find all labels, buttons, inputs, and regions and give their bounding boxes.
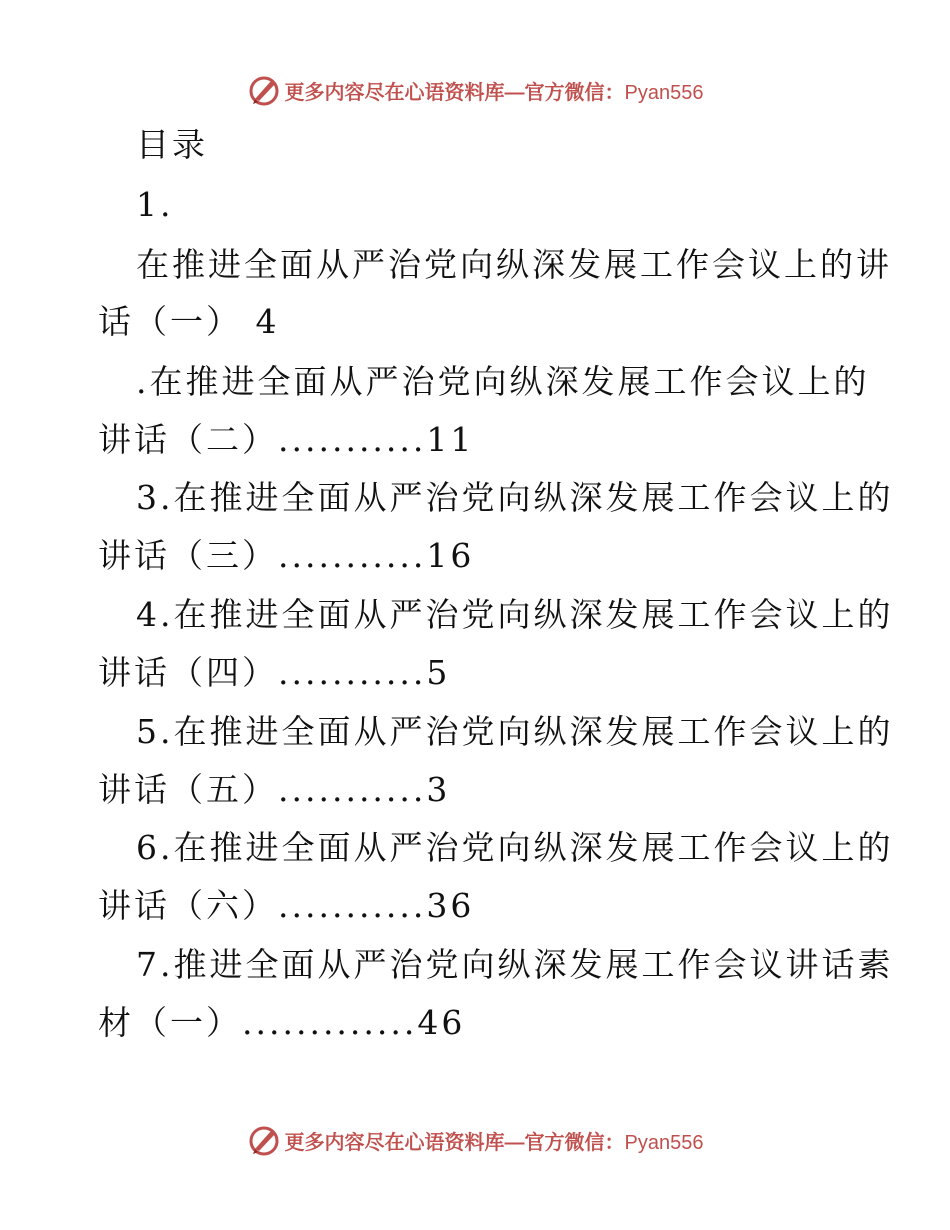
footer-watermark: [0, 1120, 950, 1160]
toc-line: 在推进全面从严治党向纵深发展工作会议上的讲: [136, 245, 892, 284]
toc-line: 话（一） 4: [98, 302, 280, 341]
toc-line: 1.: [136, 185, 174, 224]
toc-line: 3.在推进全面从严治党向纵深发展工作会议上的: [136, 478, 894, 517]
watermark-text: 更多内容尽在心语资料库—官方微信：Pyan556: [284, 81, 704, 104]
toc-line: .在推进全面从严治党向纵深发展工作会议上的: [136, 362, 870, 401]
toc-line: 讲话（四）...........5: [98, 653, 451, 692]
toc-line: 讲话（五）...........3: [98, 770, 451, 809]
toc-line: 讲话（三）...........16: [98, 536, 475, 575]
toc-title: 目录: [136, 125, 208, 164]
toc-line: 6.在推进全面从严治党向纵深发展工作会议上的: [136, 828, 894, 867]
toc-line: 5.在推进全面从严治党向纵深发展工作会议上的: [136, 712, 894, 751]
toc-line: 材（一）.............46: [98, 1003, 466, 1042]
watermark-text: 更多内容尽在心语资料库—官方微信：Pyan556: [284, 1131, 704, 1154]
toc-line: 讲话（六）...........36: [98, 886, 475, 925]
pen-logo-icon: [247, 1123, 281, 1157]
toc-line: 4.在推进全面从严治党向纵深发展工作会议上的: [136, 595, 894, 634]
toc-line: 讲话（二）...........11: [98, 420, 475, 459]
header-watermark: [0, 70, 950, 110]
toc-line: 7.推进全面从严治党向纵深发展工作会议讲话素: [136, 945, 894, 984]
pen-logo-icon: [247, 73, 281, 107]
